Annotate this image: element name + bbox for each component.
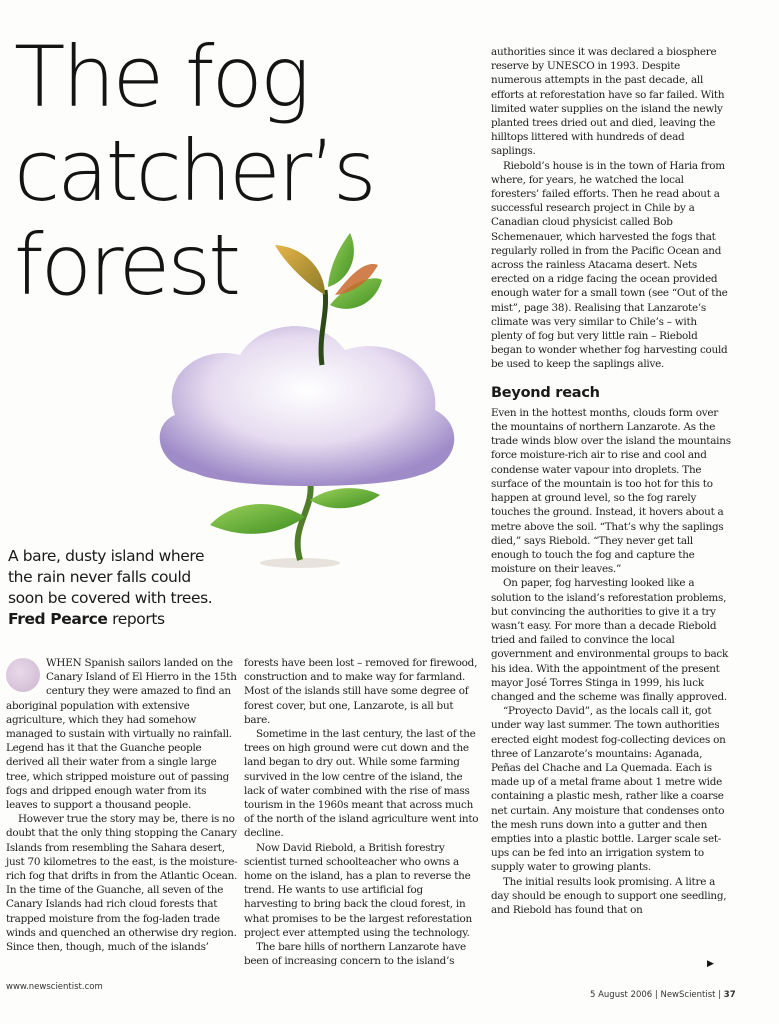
col2-paragraph-3: Now David Riebold, a British forestry scientist turned schoolteacher who owns a home on the island, has a plan to reverse the trend. He wants to use artificial fog harvesting to bring back the cloud forest, in what promises to be the largest reforestation project ever attempted using the technology. <box>244 841 472 939</box>
byline-suffix: reports <box>112 610 165 628</box>
footer-page-info <box>590 990 736 1000</box>
col3-paragraph-5: “Proyecto David”, as the locals call it, got under way last summer. The town authorities erected eight modest fog-collecting devices on three of Lanzarote’s mountains: Aganada, Peñas del Chache and La Quemada. Each is made up of a metal frame about 1 metre wide containing a plastic mesh, rather like a coarse net curtain. Any moisture that condenses onto the mesh runs down into a gutter and then empties into a plastic bottle. Larger scale set-ups can be fed into an irrigation system to supply water to growing plants. <box>491 705 726 874</box>
page-number: 37 <box>723 990 736 1000</box>
col2-paragraph-1: forests have been lost – removed for firewood, construction and to make way for farmland. Most of the islands still have some degree of forest cover, but one, Lanzarote, is all but bare. <box>244 657 478 726</box>
title-line-2: catcher’s <box>14 122 374 220</box>
col3-paragraph-4: On paper, fog harvesting looked like a solution to the island’s reforestation problems, but convincing the authorities to give it a try wasn’t easy. For more than a decade Riebold tried and failed to convince the local government and environmental groups to back his idea. With the appointment of the present mayor José Torres Stinga in 1999, his luck changed and the scheme was finally approved. <box>491 577 729 703</box>
col2-paragraph-4: The bare hills of northern Lanzarote have been of increasing concern to the island’s <box>244 941 466 968</box>
dropcap-circle <box>6 658 40 692</box>
standfirst <box>8 546 218 630</box>
continue-arrow-icon: ▶ <box>707 959 714 969</box>
col2-paragraph-2: Sometime in the last century, the last of the trees on high ground were cut down and the land began to dry out. While some farming survived in the low centre of the island, the lack of water combined with the rise of mass tourism in the 1960s meant that across much of the north of the island agriculture went into decline. <box>244 728 479 840</box>
column-1 <box>6 656 238 954</box>
col3-paragraph-3: Even in the hottest months, clouds form over the mountains of northern Lanzarote. As the trade winds blow over the island the mountains force moisture-rich air to rise and cool and condense water vapour into droplets. The surface of the mountain is too hot for this to happen at ground level, so the fog rarely touches the ground. Instead, it hovers about a metre above the soil. “That’s why the saplings died,” says Riebold. “They never get tall enough to touch the fog and capture the moisture on their leaves.” <box>491 406 731 576</box>
title-line-3: forest <box>14 216 239 314</box>
col3-paragraph-2: Riebold’s house is in the town of Haria from where, for years, he watched the local foresters’ failed efforts. Then he read about a successful research project in Chile by a Canadian cloud physicist called Bob Schemenauer, which harvested the fogs that regularly rolled in from the Pacific Ocean and across the rainless Atacama desert. Nets erected on a ridge facing the ocean provided enough water for a small town (see “Out of the mist”, page 38). Realising that Lanzarote’s climate was very similar to Chile’s – with plenty of fog but very little rain – Riebold began to wonder whether fog harvesting could be used to keep the saplings alive. <box>491 159 728 371</box>
col1-paragraph-1: WHEN Spanish sailors landed on the Canary Island of El Hierro in the 15th century they were amazed to find an aboriginal population with extensive agriculture, which they had somehow managed to sustain with virtually no rainfall. Legend has it that the Guanche people derived all their water from a single large tree, which stripped moisture out of passing fogs and dripped enough water from its leaves to support a thousand people. <box>6 657 237 812</box>
col1-paragraph-2: However true the story may be, there is no doubt that the only thing stopping the Canary Islands from resembling the Sahara desert, just 70 kilometres to the east, is the moisture-rich fog that drifts in from the Atlantic Ocean. In the time of the Guanche, all seven of the Canary Islands had rich cloud forests that trapped moisture from the fog-laden trade winds and quenched an otherwise dry region. Since then, though, much of the islands’ <box>6 813 238 954</box>
standfirst-text: A bare, dusty island where the rain never falls could soon be covered with trees. <box>8 547 213 607</box>
section-heading: Beyond reach <box>491 384 600 401</box>
footer-date-magazine: 5 August 2006 | NewScientist | <box>590 990 722 1000</box>
cloud-sapling-illustration <box>150 225 480 575</box>
title-line-1: The fog <box>14 28 308 126</box>
footer-website: www.newscientist.com <box>6 982 103 992</box>
column-2 <box>244 656 479 968</box>
col3-paragraph-6: The initial results look promising. A litre a day should be enough to support one seedling, and Riebold has found that on <box>491 875 727 916</box>
byline: Fred Pearce <box>8 610 108 628</box>
column-3 <box>491 45 731 917</box>
col3-paragraph-1: authorities since it was declared a biosphere reserve by UNESCO in 1993. Despite numerous attempts in the past decade, all efforts at reforestation have so far failed. With limited water supplies on the island the newly planted trees dried out and died, leaving the hilltops littered with hundreds of dead saplings. <box>491 46 725 158</box>
